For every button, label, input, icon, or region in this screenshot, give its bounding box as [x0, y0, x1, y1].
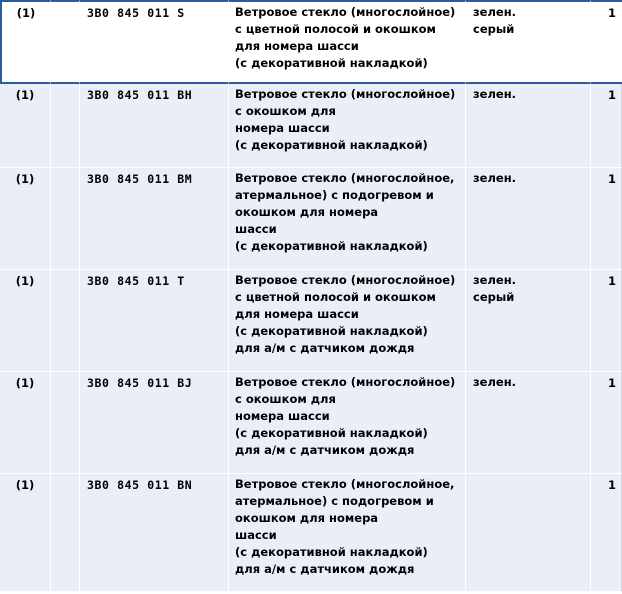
description-line: для а/м с датчиком дождя	[235, 341, 415, 355]
note-cell	[465, 0, 590, 84]
quantity-value: 1	[607, 88, 616, 102]
position-label: (1)	[16, 6, 36, 20]
table-row[interactable]	[0, 84, 622, 168]
note-cell	[465, 168, 590, 270]
description-line: (с декоративной накладкой)	[235, 324, 428, 338]
note-line: зелен.	[473, 273, 517, 287]
description-line: (с декоративной накладкой)	[235, 426, 428, 440]
description-line: (с декоративной накладкой)	[235, 239, 428, 253]
quantity-value: 1	[607, 376, 616, 390]
description-line: Ветровое стекло (многослойное)	[235, 273, 456, 287]
marker-cell	[50, 270, 79, 372]
part-number[interactable]: 3B0 845 011 BJ	[87, 376, 193, 390]
part-number-cell[interactable]	[79, 474, 228, 592]
part-number-cell[interactable]	[79, 168, 228, 270]
marker-cell	[50, 474, 79, 592]
description-line: с цветной полосой и окошком	[235, 290, 436, 304]
position-label: (1)	[15, 478, 35, 492]
quantity-cell	[590, 372, 621, 474]
description-cell	[228, 474, 465, 592]
part-number-cell[interactable]	[79, 270, 228, 372]
description-line: Ветровое стекло (многослойное)	[235, 375, 456, 389]
description-line: с окошком для	[235, 104, 336, 118]
position-label: (1)	[15, 88, 35, 102]
quantity-value: 1	[607, 6, 616, 20]
description-cell	[228, 270, 465, 372]
marker-cell	[50, 0, 79, 84]
description-line: шасси	[235, 222, 277, 236]
note-line: зелен.	[473, 5, 517, 19]
note-cell	[465, 474, 590, 592]
note-line: серый	[473, 290, 515, 304]
part-number[interactable]: 3B0 845 011 BH	[87, 88, 193, 102]
note-cell	[465, 372, 590, 474]
position-cell	[0, 372, 50, 474]
position-label: (1)	[15, 274, 35, 288]
part-number-cell[interactable]	[79, 372, 228, 474]
part-number[interactable]: 3B0 845 011 S	[87, 6, 185, 20]
table-row[interactable]	[0, 270, 622, 372]
marker-cell	[50, 84, 79, 168]
note-line: зелен.	[473, 171, 517, 185]
table-row[interactable]	[0, 372, 622, 474]
note-line: серый	[473, 22, 515, 36]
note-line: зелен.	[473, 87, 517, 101]
position-cell	[0, 270, 50, 372]
description-line: для номера шасси	[235, 307, 359, 321]
quantity-cell	[590, 270, 621, 372]
part-number[interactable]: 3B0 845 011 BM	[87, 172, 193, 186]
description-line: номера шасси	[235, 121, 330, 135]
position-cell	[0, 168, 50, 270]
description-line: с окошком для	[235, 392, 336, 406]
description-cell	[228, 84, 465, 168]
part-number-cell[interactable]	[79, 0, 228, 84]
description-line: (с декоративной накладкой)	[235, 545, 428, 559]
quantity-value: 1	[607, 478, 616, 492]
quantity-value: 1	[607, 172, 616, 186]
position-cell	[0, 474, 50, 592]
description-line: Ветровое стекло (многослойное)	[235, 5, 456, 19]
position-label: (1)	[15, 376, 35, 390]
description-line: для номера шасси	[235, 39, 359, 53]
description-line: (с декоративной накладкой)	[235, 56, 428, 70]
table-row[interactable]	[0, 168, 622, 270]
quantity-cell	[590, 168, 621, 270]
description-line: атермальное) с подогревом и	[235, 494, 434, 508]
description-cell	[228, 168, 465, 270]
description-line: Ветровое стекло (многослойное,	[235, 171, 455, 185]
description-line: атермальное) с подогревом и	[235, 188, 434, 202]
description-line: окошком для номера	[235, 511, 379, 525]
quantity-cell	[590, 0, 621, 84]
part-number[interactable]: 3B0 845 011 BN	[87, 478, 193, 492]
description-line: Ветровое стекло (многослойное)	[235, 87, 456, 101]
part-number-cell[interactable]	[79, 84, 228, 168]
description-line: (с декоративной накладкой)	[235, 138, 428, 152]
description-line: для а/м с датчиком дождя	[235, 443, 415, 457]
description-line: номера шасси	[235, 409, 330, 423]
position-cell	[0, 84, 50, 168]
note-cell	[465, 84, 590, 168]
quantity-value: 1	[607, 274, 616, 288]
quantity-cell	[590, 474, 621, 592]
position-cell	[0, 0, 50, 84]
description-cell	[228, 0, 465, 84]
marker-cell	[50, 372, 79, 474]
description-line: с цветной полосой и окошком	[235, 22, 436, 36]
marker-cell	[50, 168, 79, 270]
position-label: (1)	[15, 172, 35, 186]
description-cell	[228, 372, 465, 474]
description-line: для а/м с датчиком дождя	[235, 562, 415, 576]
quantity-cell	[590, 84, 621, 168]
description-line: Ветровое стекло (многослойное,	[235, 477, 455, 491]
description-line: окошком для номера	[235, 205, 379, 219]
table-row[interactable]	[0, 474, 622, 592]
table-row-selected[interactable]	[0, 0, 622, 84]
part-number[interactable]: 3B0 845 011 T	[87, 274, 185, 288]
note-cell	[465, 270, 590, 372]
description-line: шасси	[235, 528, 277, 542]
note-line: зелен.	[473, 375, 517, 389]
